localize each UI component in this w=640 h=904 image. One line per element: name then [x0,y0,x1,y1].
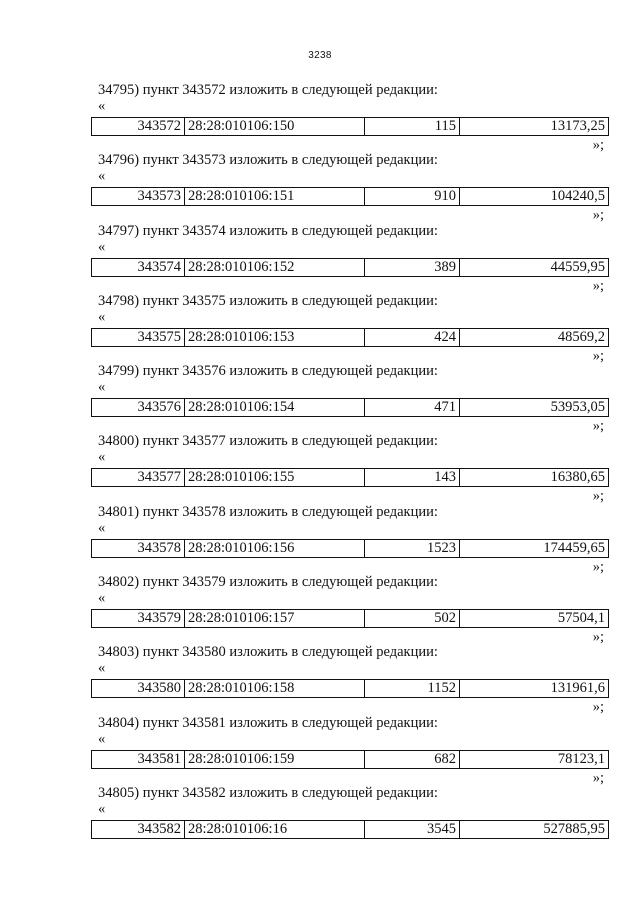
amendment-block [0,574,640,644]
open-quote: « [98,449,106,466]
open-quote: « [98,168,106,185]
value-cell: 57504,1 [557,610,605,627]
value-cell: 48569,2 [557,328,605,345]
area-cell: 143 [365,469,460,486]
area-cell: 389 [365,259,460,276]
page-number: 3238 [308,50,332,61]
item-number-cell: 343580 [92,680,185,697]
cadastral-number-cell: 28:28:010106:155 [185,469,365,486]
amendment-block [0,223,640,293]
table-row [91,328,609,347]
value-cell: 16380,65 [550,469,605,486]
amendment-list [0,82,640,855]
amendment-heading: 34802) пункт 343579 изложить в следующей редакции: [98,574,438,591]
cadastral-number-cell: 28:28:010106:156 [185,540,365,557]
open-quote: « [98,379,106,396]
open-quote: « [98,238,106,255]
area-cell: 502 [365,610,460,627]
item-number-cell: 343572 [92,118,185,135]
table-row [91,679,609,698]
item-number-cell: 343579 [92,610,185,627]
amendment-heading: 34796) пункт 343573 изложить в следующей редакции: [98,152,438,169]
item-number-cell: 343573 [92,188,185,205]
item-number-cell: 343578 [92,540,185,557]
area-cell: 471 [365,399,460,416]
area-cell: 1152 [365,680,460,697]
close-quote: »; [592,347,604,364]
amendment-heading: 34800) пункт 343577 изложить в следующей редакции: [98,433,438,450]
amendment-heading: 34797) пункт 343574 изложить в следующей редакции: [98,222,438,239]
open-quote: « [98,590,106,607]
close-quote: »; [592,137,604,153]
item-number-cell: 343581 [92,751,185,768]
amendment-heading: 34801) пункт 343578 изложить в следующей редакции: [98,503,438,520]
open-quote: « [98,98,106,114]
cadastral-number-cell: 28:28:010106:151 [185,188,365,205]
amendment-heading: 34804) пункт 343581 изложить в следующей редакции: [98,714,438,731]
open-quote: « [98,519,106,536]
value-cell: 527885,95 [543,820,605,837]
cadastral-number-cell: 28:28:010106:16 [185,821,365,838]
area-cell: 1523 [365,540,460,557]
amendment-heading: 34799) пункт 343576 изложить в следующей редакции: [98,363,438,380]
amendment-block [0,785,640,855]
item-number-cell: 343574 [92,259,185,276]
table-row [91,258,609,277]
table-row [91,820,609,839]
table-row [91,117,609,136]
value-cell: 131961,6 [550,680,605,697]
table-row [91,187,609,206]
table-row [91,539,609,558]
amendment-block [0,644,640,714]
area-cell: 115 [365,118,460,135]
item-number-cell: 343576 [92,399,185,416]
table-row [91,750,609,769]
cadastral-number-cell: 28:28:010106:157 [185,610,365,627]
amendment-heading: 34803) пункт 343580 изложить в следующей редакции: [98,644,438,661]
open-quote: « [98,730,106,747]
item-number-cell: 343575 [92,329,185,346]
amendment-heading: 34795) пункт 343572 изложить в следующей редакции: [98,82,438,98]
close-quote: »; [592,629,604,646]
amendment-block [0,293,640,363]
area-cell: 3545 [365,821,460,838]
table-row [91,609,609,628]
area-cell: 910 [365,188,460,205]
value-cell: 78123,1 [557,750,605,767]
close-quote: »; [592,277,604,294]
amendment-heading: 34798) пункт 343575 изложить в следующей редакции: [98,292,438,309]
table-row [91,468,609,487]
item-number-cell: 343577 [92,469,185,486]
cadastral-number-cell: 28:28:010106:152 [185,259,365,276]
amendment-block [0,504,640,574]
cadastral-number-cell: 28:28:010106:154 [185,399,365,416]
value-cell: 104240,5 [550,188,605,205]
value-cell: 174459,65 [543,539,605,556]
cadastral-number-cell: 28:28:010106:158 [185,680,365,697]
open-quote: « [98,800,106,817]
item-number-cell: 343582 [92,821,185,838]
value-cell: 53953,05 [550,399,605,416]
amendment-block [0,433,640,503]
table-row [91,398,609,417]
area-cell: 682 [365,751,460,768]
close-quote: »; [592,207,604,224]
amendment-block [0,363,640,433]
open-quote: « [98,660,106,677]
amendment-heading: 34805) пункт 343582 изложить в следующей редакции: [98,784,438,801]
close-quote: »; [592,769,604,786]
amendment-block [0,82,640,152]
close-quote: »; [592,699,604,716]
amendment-block [0,152,640,222]
close-quote: »; [592,558,604,575]
cadastral-number-cell: 28:28:010106:159 [185,751,365,768]
amendment-block [0,715,640,785]
cadastral-number-cell: 28:28:010106:150 [185,118,365,135]
open-quote: « [98,308,106,325]
cadastral-number-cell: 28:28:010106:153 [185,329,365,346]
area-cell: 424 [365,329,460,346]
value-cell: 13173,25 [550,118,605,134]
value-cell: 44559,95 [550,258,605,275]
close-quote: »; [592,418,604,435]
close-quote: »; [592,488,604,505]
